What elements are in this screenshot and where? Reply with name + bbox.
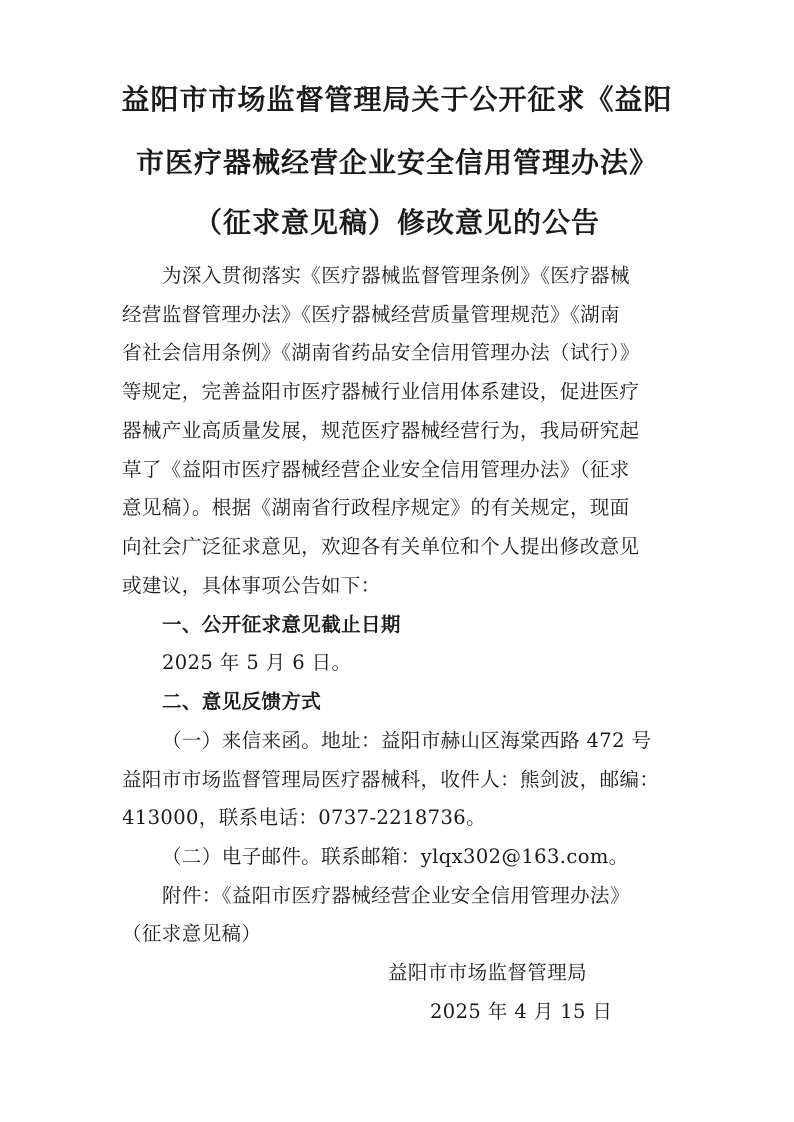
attachment-line: 附件：《益阳市医疗器械经营企业安全信用管理办法》 [162, 884, 630, 907]
attachment-line: （征求意见稿） [122, 922, 262, 945]
intro-line: 草了《益阳市医疗器械经营企业安全信用管理办法》（征求 [122, 458, 630, 481]
document-title-line-2: 市医疗器械经营企业安全信用管理办法》 [135, 146, 658, 179]
feedback-email-item: （二）电子邮件。联系邮箱：ylqx302@163.com。 [162, 845, 629, 868]
section-1-heading: 一、公开征求意见截止日期 [162, 613, 401, 636]
document-title-line-3: （征求意见稿）修改意见的公告 [193, 206, 600, 239]
intro-line: 等规定，完善益阳市医疗器械行业信用体系建设，促进医疗 [122, 380, 640, 403]
section-2-heading: 二、意见反馈方式 [162, 690, 322, 713]
mail-line: （一）来信来函。地址：益阳市赫山区海棠西路 472 号 [162, 729, 652, 752]
intro-line: 经营监督管理办法》《医疗器械经营质量管理规范》《湖南 [122, 303, 620, 326]
deadline-date: 2025 年 5 月 6 日。 [162, 651, 352, 674]
mail-line: 益阳市市场监督管理局医疗器械科，收件人：熊剑波，邮编： [122, 768, 660, 791]
intro-line: 向社会广泛征求意见，欢迎各有关单位和个人提出修改意见 [122, 535, 640, 558]
signature-date: 2025 年 4 月 15 日 [430, 1000, 613, 1023]
intro-line: 器械产业高质量发展，规范医疗器械经营行为，我局研究起 [122, 419, 640, 442]
intro-line: 为深入贯彻落实《医疗器械监督管理条例》《医疗器械 [162, 264, 630, 287]
intro-line: 意见稿）。根据《湖南省行政程序规定》的有关规定，现面 [122, 496, 630, 519]
signature-org: 益阳市市场监督管理局 [388, 961, 588, 984]
intro-line: 或建议，具体事项公告如下： [122, 574, 381, 597]
document-title-line-1: 益阳市市场监督管理局关于公开征求《益阳 [121, 83, 673, 116]
mail-line: 413000，联系电话：0737-2218736。 [122, 806, 486, 829]
intro-line: 省社会信用条例》《湖南省药品安全信用管理办法（试行）》 [122, 341, 640, 364]
